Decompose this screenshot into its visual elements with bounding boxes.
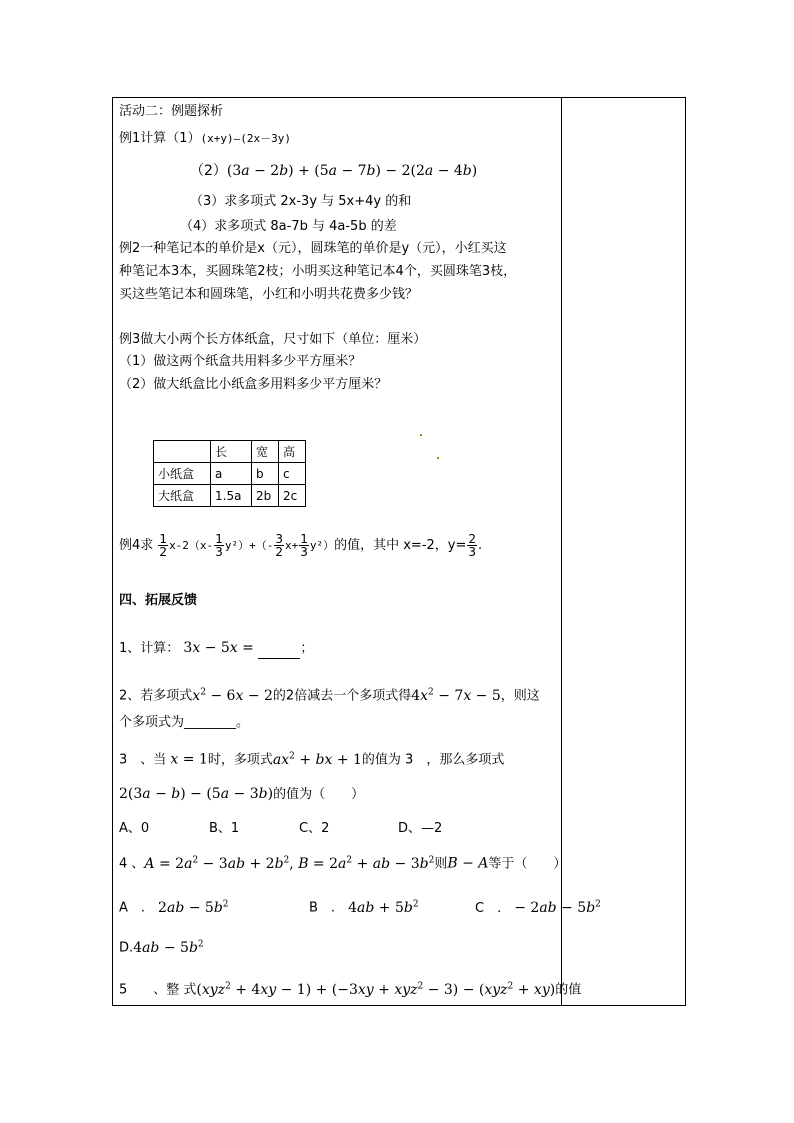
table-cell: 2b xyxy=(252,485,279,507)
example-3-line-1: 例3做大小两个长方体纸盒，尺寸如下（单位：厘米） xyxy=(119,332,427,347)
stray-mark xyxy=(437,457,439,459)
example-1-line: 例1计算（1）(x+y)—(2x－3y) xyxy=(119,131,292,146)
option-d[interactable]: D、—2 xyxy=(398,821,443,836)
option-b[interactable]: B、1 xyxy=(209,821,240,836)
table-header-cell: 高 xyxy=(279,441,306,463)
activity-heading: 活动二：例题探析 xyxy=(119,104,224,119)
table-cell: 大纸盒 xyxy=(154,485,211,507)
table-cell: b xyxy=(252,463,279,485)
example-2-line-1: 例2一种笔记本的单价是x（元），圆珠笔的单价是y（元），小红买这 xyxy=(119,241,507,256)
example-1-part-3: （3）求多项式 2x-3y 与 5x+4y 的和 xyxy=(190,194,412,209)
example-3-question-2: （2）做大纸盒比小纸盒多用料多少平方厘米？ xyxy=(119,377,388,392)
table-header-row xyxy=(154,441,306,463)
table-cell: a xyxy=(211,463,252,485)
box-dimensions-table xyxy=(153,440,306,507)
question-4-line: 4 、$A = 2a^2 - 3ab + 2b^2$, $B = 2a^2$ + ab − $3b^2$则B − A等于（ ） xyxy=(119,855,567,872)
option-c[interactable]: C . − $2ab - 5b^2$ xyxy=(475,899,601,916)
example-1-part-4: （4）求多项式 8a-7b 与 4a-5b 的差 xyxy=(180,219,397,234)
stray-mark xyxy=(420,434,422,436)
question-5-line: 5 、整 式(xyz$^2$ + 4xy − 1) + (−3xy + xyz$^2$ − 3) − (xyz$^2$ + xy)的值 xyxy=(119,981,582,998)
answer-blank[interactable] xyxy=(258,640,300,659)
question-1: 1、计算： 3x − 5x = ； xyxy=(119,639,313,659)
question-3-options xyxy=(119,820,442,838)
table-cell: 1.5a xyxy=(211,485,252,507)
question-3-line-1: 3 、当 x = 1时，多项式$ax^2$ + bx + 1的值为 3 ，那么多项式 xyxy=(119,751,505,768)
table-header-cell xyxy=(154,441,211,463)
table-row xyxy=(154,463,306,485)
example-3-question-1: （1）做这两个纸盒共用料多少平方厘米？ xyxy=(119,354,362,369)
table-cell: 小纸盒 xyxy=(154,463,211,485)
question-2-line-2: 个多项式为________。 xyxy=(119,715,250,730)
option-b[interactable]: B . $4ab + 5b^2$ xyxy=(309,899,419,916)
option-c[interactable]: C、2 xyxy=(299,821,330,836)
table-row xyxy=(154,485,306,507)
question-4-options-abc xyxy=(119,895,601,918)
example-2-line-2: 种笔记本3本，买圆珠笔2枝；小明买这种笔记本4个，买圆珠笔3枝， xyxy=(119,264,517,279)
option-a[interactable]: A、0 xyxy=(119,821,150,836)
question-4-option-d[interactable]: $D.4ab - 5b^2$ xyxy=(119,939,204,956)
question-2-line-1: 2、若多项式$x^2 - 6x - 2$的2倍减去一个多项式得$4x^2 - 7x - 5$，则这 xyxy=(119,687,540,704)
option-a[interactable]: A . $2ab - 5b^2$ xyxy=(119,899,229,916)
table-cell: 2c xyxy=(279,485,306,507)
example-2-line-3: 买这些笔记本和圆珠笔，小红和小明共花费多少钱？ xyxy=(119,287,419,302)
table-header-cell: 长 xyxy=(211,441,252,463)
table-cell: c xyxy=(279,463,306,485)
table-header-cell: 宽 xyxy=(252,441,279,463)
section-heading: 四、拓展反馈 xyxy=(119,593,198,608)
example-4-line: 例4求 $\frac{1}{2}$ x-2（x- $\frac{1}{3}$ y²）+（- $\frac{3}{2}$ x+ $\frac{1}{3}$ y²）的值，其中 x=-2，y= $\frac{2}{3}$ . xyxy=(119,532,483,559)
question-3-line-2: 2(3a − b) − (5a − 3b)的值为（ ） xyxy=(119,786,365,802)
example-1-part-2: （2）(3a − 2b) + (5a − 7b) − 2(2a − 4b) xyxy=(190,163,478,179)
